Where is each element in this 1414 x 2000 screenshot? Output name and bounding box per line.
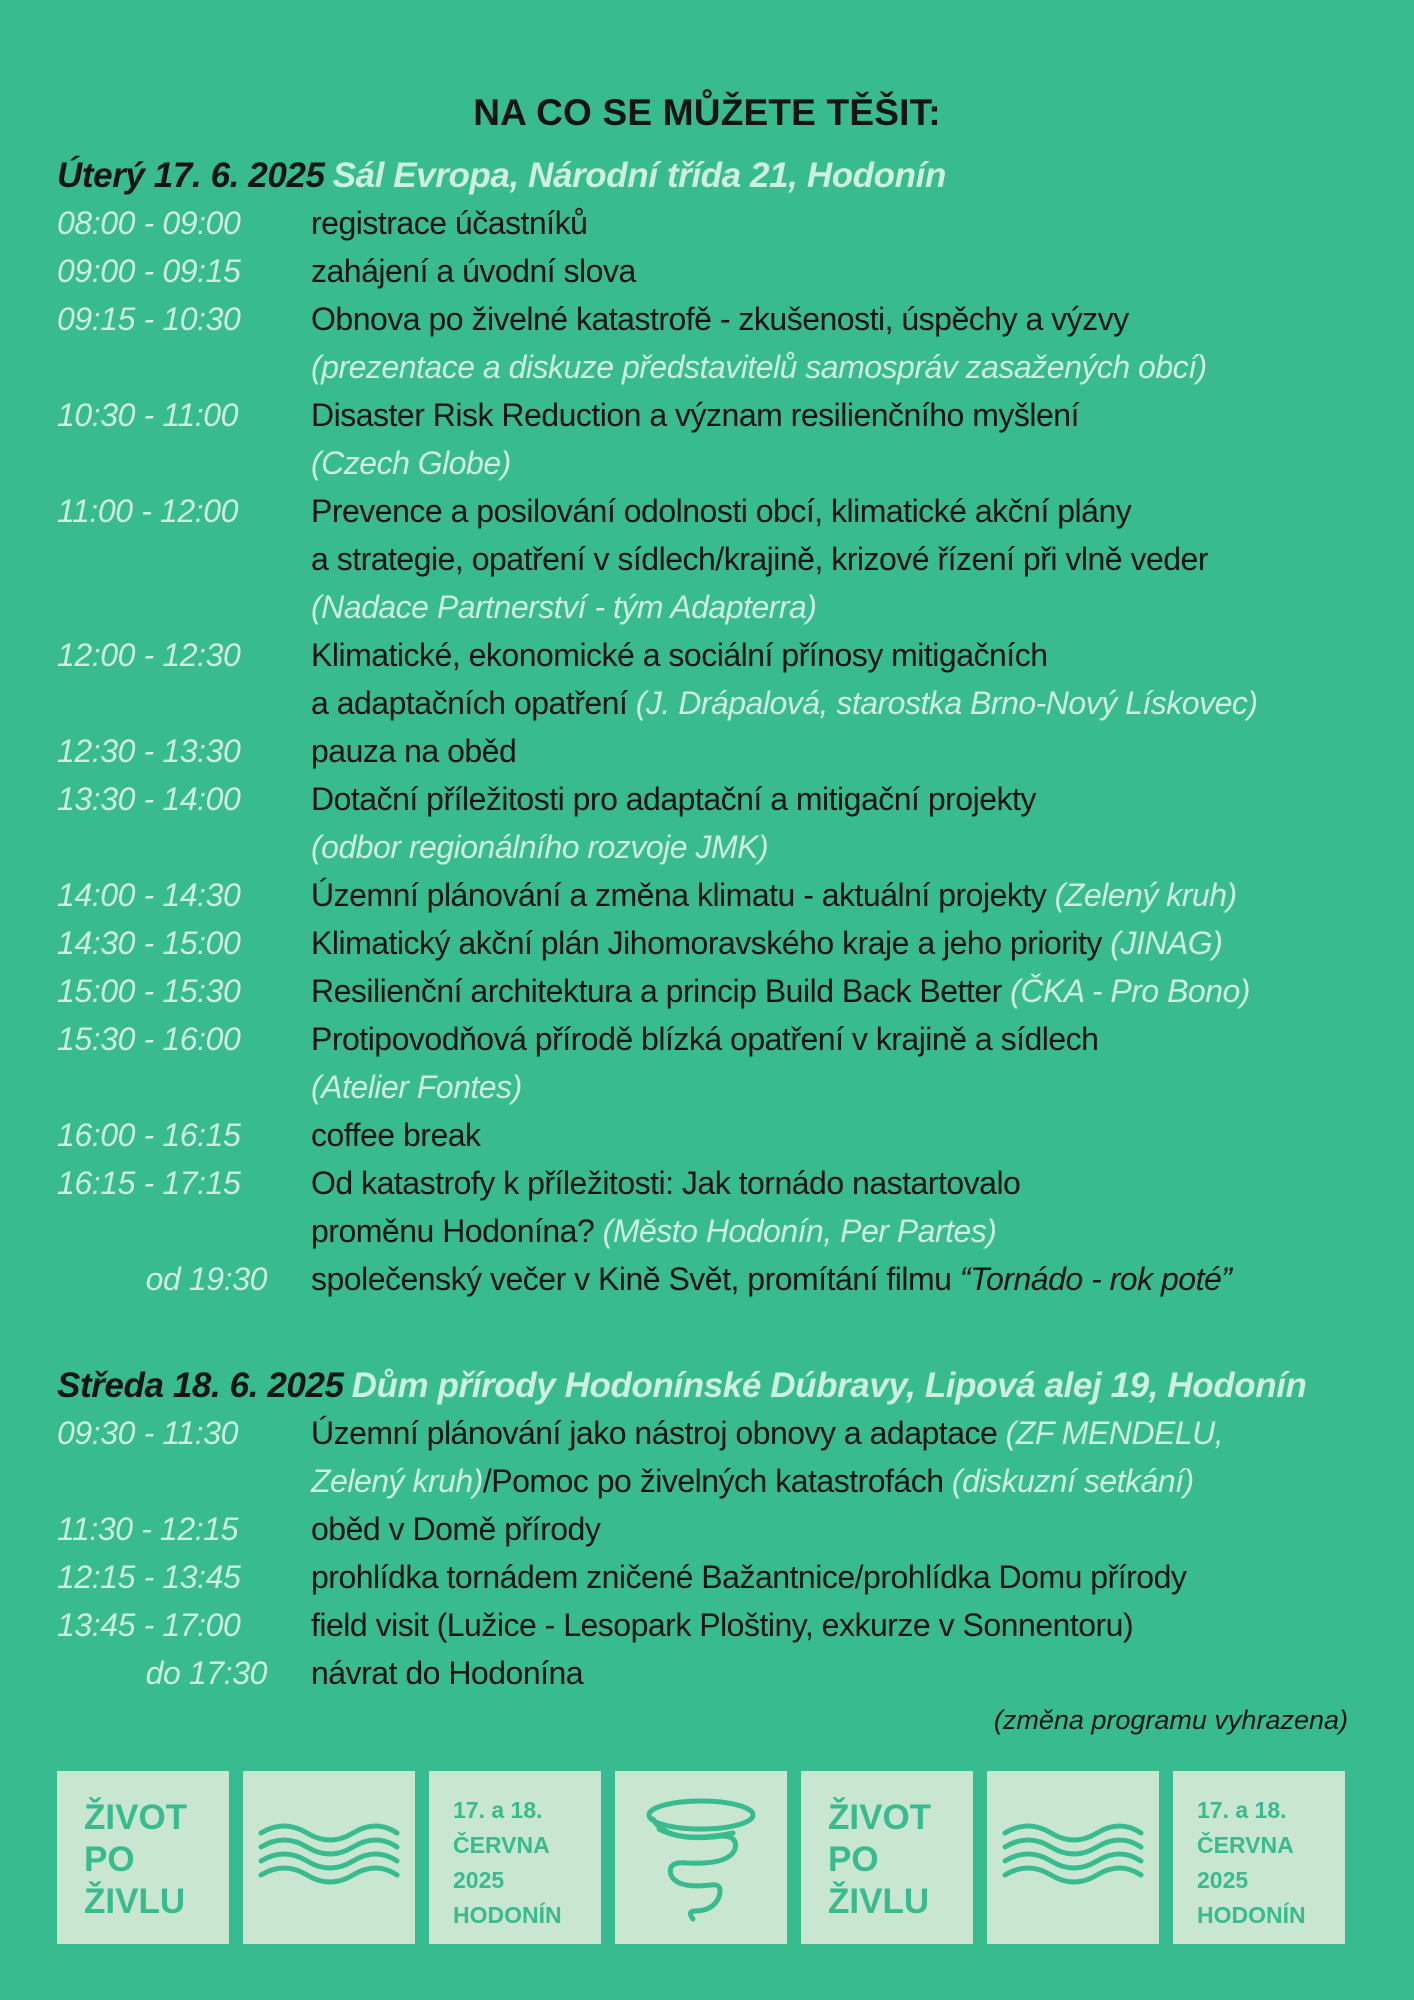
event-date-tile [429,1771,601,1944]
schedule-time: 08:00 - 09:00 [57,205,241,241]
schedule-description [311,253,636,290]
schedule-description [311,1655,583,1692]
schedule-time: 11:00 - 12:00 [57,493,239,529]
speaker-note: (JINAG) [1110,925,1223,961]
description-text: Územní plánování a změna klimatu - aktuální projekty [311,877,1055,913]
schedule-description [311,781,1036,818]
event-date: 17. a 18. ČERVNA 2025 HODONÍN [453,1797,562,1928]
tornado-tile [615,1771,787,1944]
schedule-description [311,829,768,866]
description-text: Protipovodňová přírodě blízká opatření v krajině a sídlech [311,1021,1099,1057]
schedule-description [311,925,1222,962]
schedule-description [311,1213,996,1250]
speaker-note: (diskuzní setkání) [951,1463,1194,1499]
schedule-description [311,1261,1231,1298]
schedule-description [311,1463,1194,1500]
schedule-time: 15:30 - 16:00 [57,1021,241,1057]
event-date: 17. a 18. ČERVNA 2025 HODONÍN [1197,1797,1306,1928]
description-text: zahájení a úvodní slova [311,253,636,289]
schedule-description [311,877,1237,914]
schedule-description [311,589,816,626]
event-title-tile [57,1771,229,1944]
schedule-description [311,1021,1098,1058]
schedule-description [311,349,1207,386]
speaker-note: (odbor regionálního rozvoje JMK) [311,829,769,865]
description-text: a adaptačních opatření [311,685,636,721]
description-text: Klimatický akční plán Jihomoravského kraje a jeho priority [311,925,1111,961]
schedule-row [0,301,1414,397]
schedule-row [0,1261,1414,1309]
description-text: Od katastrofy k příležitosti: Jak tornádo nastartovalo [311,1165,1021,1201]
schedule-description [311,1511,600,1548]
schedule-time: 14:30 - 15:00 [57,925,241,961]
schedule-description [311,1165,1020,1202]
day1-date: Úterý 17. 6. 2025 [57,156,325,195]
schedule-description [311,541,1208,578]
speaker-note: (prezentace a diskuze představitelů samospráv zasažených obcí) [311,349,1207,385]
description-text: pauza na oběd [311,733,517,769]
schedule-time: 10:30 - 11:00 [57,397,239,433]
footer-tiles [57,1771,1347,1944]
schedule-description [311,445,511,482]
schedule-description [311,733,516,770]
schedule-row [0,1165,1414,1261]
waves-tile [987,1771,1159,1944]
schedule-row [0,1511,1414,1559]
description-text: Prevence a posilování odolnosti obcí, klimatické akční plány [311,493,1132,529]
description-text: /Pomoc po živelných katastrofách [482,1463,952,1499]
description-text: Dotační příležitosti pro adaptační a mitigační projekty [311,781,1036,817]
event-title: ŽIVOT PO ŽIVLU [84,1798,188,1921]
description-text: Obnova po živelné katastrofě - zkušenosti, úspěchy a výzvy [311,301,1129,337]
description-text: registrace účastníků [311,205,588,241]
schedule-time: 12:15 - 13:45 [57,1559,241,1595]
schedule-description [311,301,1129,338]
schedule-row [0,877,1414,925]
schedule-row [0,733,1414,781]
schedule-time: 09:00 - 09:15 [57,253,241,289]
description-text: Klimatické, ekonomické a sociální přínosy mitigačních [311,637,1048,673]
schedule-time: 12:30 - 13:30 [57,733,241,769]
description-text: field visit (Lužice - Lesopark Ploštiny, exkurze v Sonnentoru) [311,1607,1134,1643]
description-text: návrat do Hodonína [311,1655,584,1691]
schedule-row [0,397,1414,493]
speaker-note: (Nadace Partnerství - tým Adapterra) [311,589,817,625]
schedule-description [311,1415,1223,1452]
schedule-row [0,637,1414,733]
day1-venue: Sál Evropa, Národní třída 21, Hodonín [332,156,946,195]
day2-date: Středa 18. 6. 2025 [57,1366,344,1405]
schedule-row [0,1117,1414,1165]
waves-icon [243,1771,415,1944]
day2-venue: Dům přírody Hodonínské Dúbravy, Lipová alej 19, Hodonín [351,1366,1307,1405]
description-text: Územní plánování jako nástroj obnovy a adaptace [311,1415,1006,1451]
schedule-row [0,205,1414,253]
schedule-row [0,253,1414,301]
schedule-description [311,1069,522,1106]
description-text: “Tornádo - rok poté” [959,1261,1232,1297]
event-title: ŽIVOT PO ŽIVLU [828,1798,932,1921]
schedule-description [311,1607,1133,1644]
schedule-row [0,1021,1414,1117]
description-text: společenský večer v Kině Svět, promítání filmu [311,1261,960,1297]
speaker-note: (Zelený kruh) [1054,877,1237,913]
speaker-note: (ZF MENDELU, [1005,1415,1224,1451]
schedule-time: 16:00 - 16:15 [57,1117,241,1153]
description-text: proměnu Hodonína? [311,1213,603,1249]
schedule-description [311,637,1047,674]
speaker-note: Zelený kruh) [311,1463,483,1499]
schedule-time: 12:00 - 12:30 [57,637,241,673]
description-text: oběd v Domě přírody [311,1511,601,1547]
description-text: a strategie, opatření v sídlech/krajině, krizové řízení při vlně veder [311,541,1208,577]
schedule-time: od 19:30 [145,1261,267,1297]
speaker-note: (Czech Globe) [311,445,511,481]
event-title-tile [801,1771,973,1944]
speaker-note: (J. Drápalová, starostka Brno-Nový Lískovec) [635,685,1258,721]
schedule-time: 15:00 - 15:30 [57,973,241,1009]
schedule-time: 09:15 - 10:30 [57,301,241,337]
schedule-row [0,1655,1414,1703]
waves-icon [987,1771,1159,1944]
day2-heading [57,1366,1307,1406]
speaker-note: (Atelier Fontes) [311,1069,522,1105]
page-title: NA CO SE MŮŽETE TĚŠIT: [473,92,941,133]
schedule-row [0,493,1414,637]
waves-tile [243,1771,415,1944]
schedule-row [0,925,1414,973]
schedule-time: 14:00 - 14:30 [57,877,241,913]
schedule-description [311,493,1131,530]
schedule-description [311,685,1258,722]
tornado-icon [615,1771,787,1944]
description-text: Resilienční architektura a princip Build Back Better [311,973,1011,1009]
description-text: coffee break [311,1117,481,1153]
speaker-note: (Město Hodonín, Per Partes) [602,1213,997,1249]
schedule-description [311,205,587,242]
schedule-row [0,1559,1414,1607]
description-text: Disaster Risk Reduction a význam resilienčního myšlení [311,397,1079,433]
schedule-row [0,973,1414,1021]
schedule-time: 16:15 - 17:15 [57,1165,241,1201]
schedule-description [311,397,1079,434]
schedule-row [0,1607,1414,1655]
schedule-time: 09:30 - 11:30 [57,1415,239,1451]
schedule-time: 11:30 - 12:15 [57,1511,239,1547]
schedule-time: do 17:30 [145,1655,267,1691]
schedule-description [311,1117,481,1154]
event-date-tile [1173,1771,1345,1944]
speaker-note: (ČKA - Pro Bono) [1010,973,1250,1009]
schedule-time: 13:45 - 17:00 [57,1607,241,1643]
description-text: prohlídka tornádem zničené Bažantnice/prohlídka Domu přírody [311,1559,1187,1595]
schedule-description [311,973,1250,1010]
schedule-row [0,1415,1414,1511]
program-change-note: (změna programu vyhrazena) [993,1705,1348,1735]
schedule-row [0,781,1414,877]
schedule-description [311,1559,1186,1596]
schedule-time: 13:30 - 14:00 [57,781,241,817]
day1-heading [57,156,946,196]
